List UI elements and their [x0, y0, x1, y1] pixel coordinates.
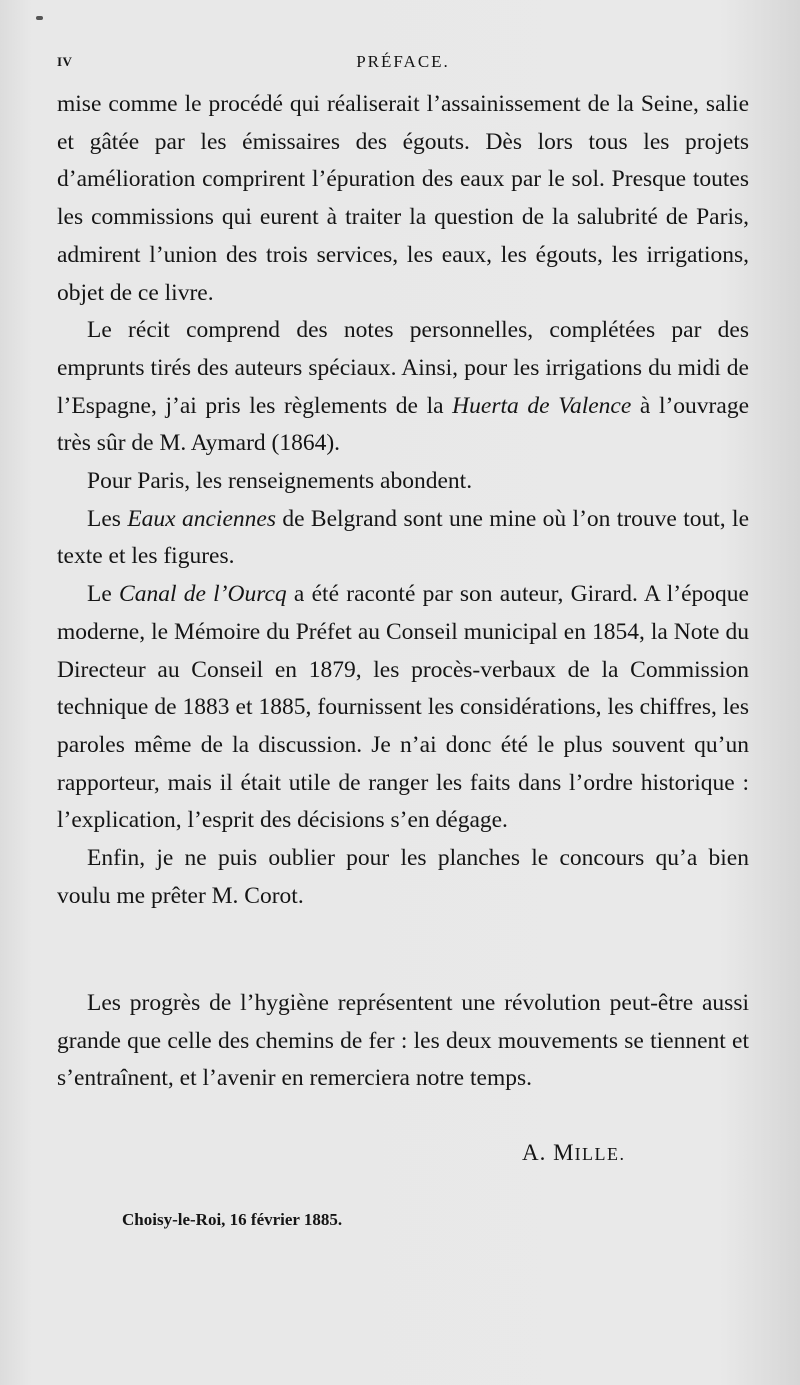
paragraph-5	[57, 576, 749, 840]
paragraph-2-text-b: à l’ouvrage très sûr de M. Aymard (1864).	[57, 392, 749, 457]
page-header	[57, 52, 749, 74]
paragraph-2-text-a: Le récit comprend des notes personnelles, complétées par des emprunts tirés des auteurs spéciaux. Ainsi, pour les irrigations du midi de l’Espagne, j’ai pris les règlements de la	[57, 317, 749, 419]
place-and-date: Choisy-le-Roi, 16 février 1885.	[122, 1210, 343, 1229]
paragraph-4-title: Eaux anciennes	[127, 505, 276, 532]
author-signature	[522, 1140, 626, 1166]
paragraph-6: Enfin, je ne puis oublier pour les planches le concours qu’a bien voulu me prêter M. Corot.	[57, 845, 749, 909]
paragraph-5-title: Canal de l’Ourcq	[119, 581, 287, 608]
paragraph-4-text-b: de Belgrand sont une mine où l’on trouve tout, le texte et les figures.	[57, 505, 749, 570]
preface-body	[57, 86, 749, 915]
signature-surname: ILLE.	[574, 1144, 626, 1164]
paragraph-4	[57, 501, 749, 576]
paragraph-5-text-b: a été raconté par son auteur, Girard. A l’époque moderne, le Mémoire du Préfet au Conseil municipal en 1854, la Note du Directeur au Conseil en 1879, les procès-verbaux de la Commission technique de 1883 et 1885, fournissent les considérations, les chiffres, les paroles même de la discussion. Je n’ai donc été le plus souvent qu’un rapporteur, mais il était utile de ranger les faits dans l’ordre historique : l’explication, l’esprit des décisions s’en dégage.	[57, 581, 749, 834]
paragraph-1: mise comme le procédé qui réaliserait l’assainissement de la Seine, salie et gâtée par les émissaires des égouts. Dès lors tous les projets d’amélioration comprirent l’épuration des eaux par le sol. Presque toutes les commissions qui eurent à traiter la question de la salubrité de Paris, admirent l’union des trois services, les eaux, les égouts, les irrigations, objet de ce livre.	[57, 91, 749, 306]
paragraph-2	[57, 312, 749, 463]
paragraph-5-text-a: Le	[87, 581, 120, 608]
closing-paragraph: Les progrès de l’hygiène représentent une révolution peut-être aussi grande que celle des chemins de fer : les deux mouvements se tiennent et s’entraînent, et l’avenir en remerciera notre temps.	[57, 990, 749, 1092]
running-title: PRÉFACE.	[356, 52, 450, 71]
paragraph-2-title: Huerta de Valence	[452, 392, 632, 419]
signature-initial: A. M	[522, 1140, 575, 1165]
page-number: IV	[57, 54, 73, 69]
ink-speck	[36, 16, 43, 20]
paragraph-4-text-a: Les	[87, 505, 128, 532]
paragraph-3: Pour Paris, les renseignements abondent.	[87, 468, 473, 495]
